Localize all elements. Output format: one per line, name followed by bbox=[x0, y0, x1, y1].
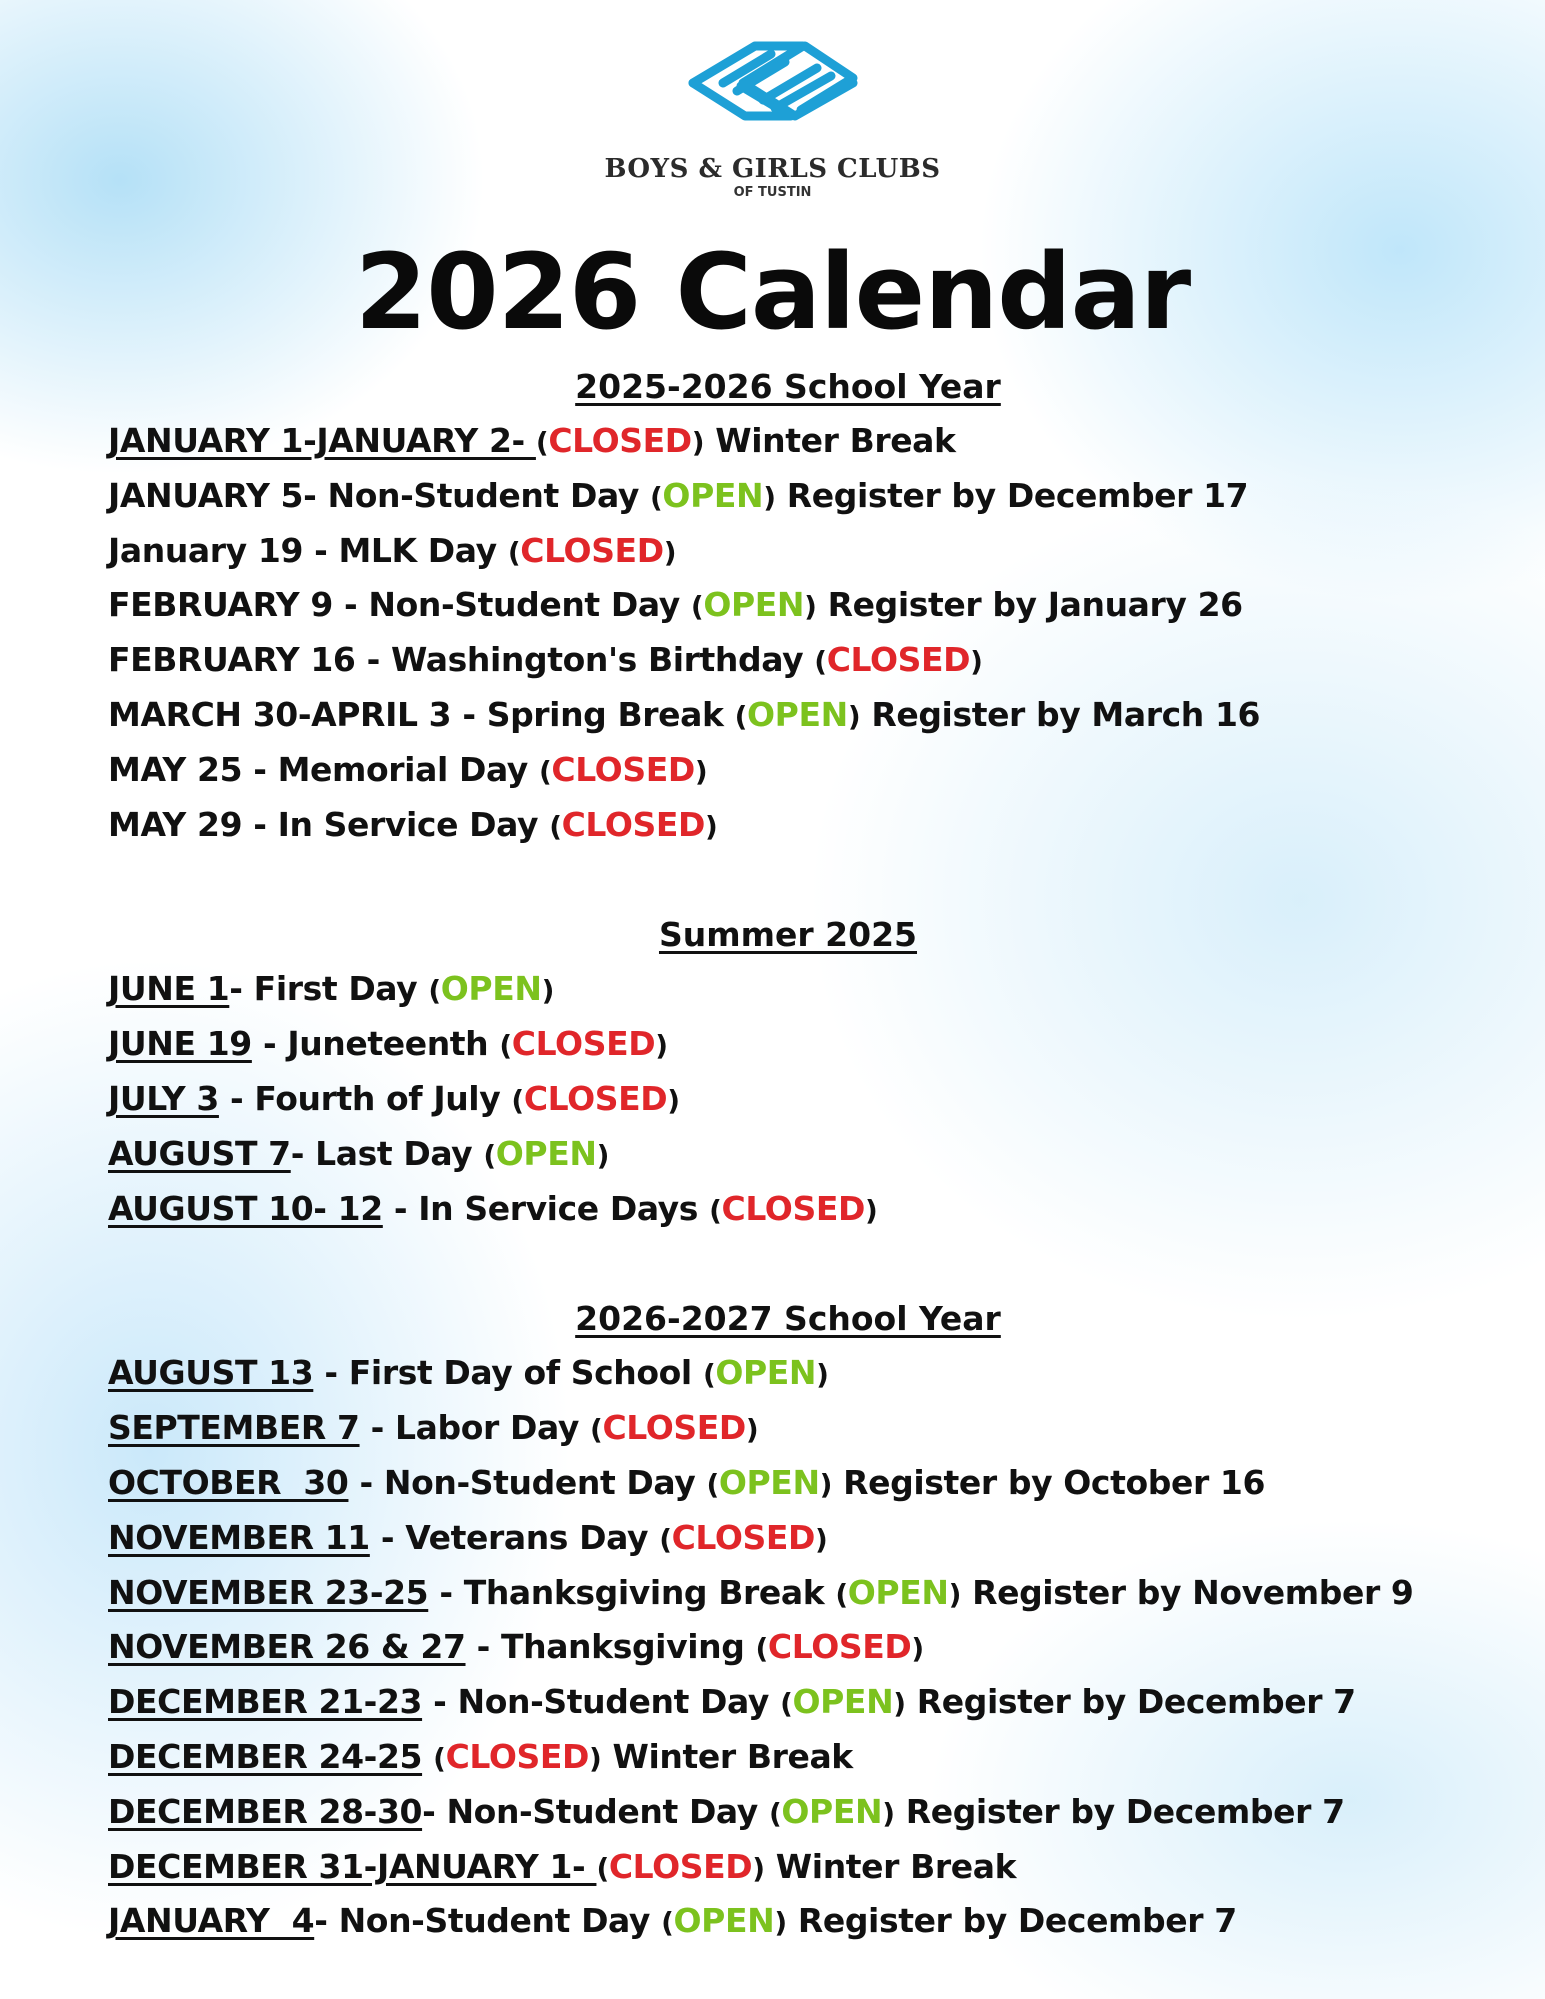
entry-date: JULY 3 bbox=[108, 1078, 219, 1118]
entry-note: Register by December 7 bbox=[905, 1682, 1356, 1722]
entry-date: AUGUST 10- 12 bbox=[108, 1188, 383, 1228]
entry-description: - Labor Day bbox=[359, 1408, 591, 1448]
entry-description: - Thanksgiving Break bbox=[428, 1572, 836, 1612]
entry-description: - Memorial Day bbox=[242, 749, 539, 789]
entry-date: MARCH 30-APRIL 3 bbox=[108, 694, 452, 734]
paren-open: ( bbox=[661, 1906, 674, 1940]
status-closed-badge: CLOSED bbox=[767, 1627, 912, 1667]
status-open-badge: OPEN bbox=[495, 1133, 597, 1173]
entry-note: Winter Break bbox=[704, 421, 956, 460]
calendar-entry bbox=[108, 798, 1528, 853]
calendar-entry bbox=[108, 1127, 1528, 1182]
status-open-badge: OPEN bbox=[662, 475, 764, 515]
section-heading: 2026-2027 School Year bbox=[575, 1299, 1001, 1339]
paren-close: ) bbox=[970, 645, 983, 679]
paren-close: ) bbox=[705, 809, 718, 843]
paren-close: ) bbox=[882, 1796, 895, 1830]
entry-date: FEBRUARY 16 bbox=[108, 640, 356, 680]
calendar-entry bbox=[108, 1620, 1528, 1675]
paren-open: ( bbox=[706, 1467, 719, 1501]
status-open-badge: OPEN bbox=[781, 1791, 883, 1831]
section-heading: 2025-2026 School Year bbox=[575, 367, 1001, 406]
entry-date: SEPTEMBER 7 bbox=[108, 1408, 360, 1448]
calendar-entry bbox=[108, 1675, 1528, 1730]
logo-name: BOYS & GIRLS CLUBS bbox=[604, 154, 941, 184]
paren-open: ( bbox=[650, 480, 663, 514]
entry-description bbox=[422, 1737, 433, 1776]
status-closed-badge: CLOSED bbox=[602, 1408, 746, 1448]
entry-description: - In Service Days bbox=[382, 1188, 710, 1228]
club-logo bbox=[0, 38, 1545, 200]
calendar-entry bbox=[108, 1785, 1528, 1840]
calendar-entry bbox=[108, 414, 1528, 469]
status-closed-badge: CLOSED bbox=[520, 530, 664, 570]
status-open-badge: OPEN bbox=[747, 694, 848, 734]
entry-note: Register by October 16 bbox=[832, 1462, 1266, 1502]
entry-note: Register by December 7 bbox=[894, 1791, 1345, 1831]
entry-date: MAY 25 bbox=[108, 749, 243, 789]
paren-open: ( bbox=[702, 1358, 716, 1392]
entry-date: JUNE 19 bbox=[108, 1024, 252, 1064]
calendar-entry bbox=[108, 1456, 1528, 1511]
paren-close: ) bbox=[815, 1522, 828, 1556]
entry-description: - Last Day bbox=[290, 1133, 484, 1173]
entry-note: Register by November 9 bbox=[960, 1572, 1414, 1612]
entry-date: NOVEMBER 23-25 bbox=[108, 1572, 429, 1612]
entry-date: FEBRUARY 9 bbox=[108, 585, 333, 625]
entry-date: JANUARY 1-JANUARY 2- bbox=[108, 421, 536, 460]
status-closed-badge: CLOSED bbox=[523, 1078, 668, 1118]
paren-open: ( bbox=[659, 1522, 672, 1556]
entry-note: Register by December 7 bbox=[786, 1901, 1237, 1941]
paren-open: ( bbox=[483, 1138, 496, 1172]
paren-open: ( bbox=[709, 1193, 722, 1227]
calendar-entry bbox=[108, 578, 1528, 633]
entry-date: MAY 29 bbox=[108, 804, 243, 844]
paren-close: ) bbox=[691, 426, 705, 459]
entry-note: Register by January 26 bbox=[816, 585, 1243, 625]
calendar-entry bbox=[108, 1401, 1528, 1456]
paren-open: ( bbox=[549, 809, 562, 843]
calendar-entry bbox=[108, 1840, 1528, 1895]
paren-open: ( bbox=[835, 1577, 848, 1611]
calendar-list bbox=[108, 360, 1528, 1949]
status-open-badge: OPEN bbox=[715, 1353, 817, 1393]
entry-date: AUGUST 13 bbox=[108, 1353, 314, 1393]
paren-close: ) bbox=[819, 1467, 833, 1501]
calendar-entry bbox=[108, 1511, 1528, 1566]
entry-date: JUNE 1 bbox=[108, 969, 230, 1009]
paren-open: ( bbox=[590, 1413, 603, 1447]
calendar-entry bbox=[108, 1182, 1528, 1237]
calendar-entry bbox=[108, 1730, 1528, 1785]
paren-open: ( bbox=[535, 426, 549, 459]
entry-date: DECEMBER 21-23 bbox=[108, 1682, 423, 1722]
clasped-hands-icon bbox=[683, 38, 863, 148]
entry-date: OCTOBER 30 bbox=[108, 1462, 349, 1502]
section-heading: Summer 2025 bbox=[658, 915, 918, 955]
paren-close: ) bbox=[655, 1029, 668, 1063]
entry-description: - Spring Break bbox=[451, 694, 735, 734]
entry-date: NOVEMBER 26 & 27 bbox=[108, 1627, 466, 1667]
entry-description: - First Day of School bbox=[313, 1353, 703, 1393]
entry-description: - Juneteenth bbox=[251, 1024, 500, 1064]
paren-close: ) bbox=[948, 1577, 961, 1611]
calendar-entry bbox=[108, 633, 1528, 688]
entry-description: - Non-Student Day bbox=[314, 1901, 662, 1941]
status-open-badge: OPEN bbox=[718, 1462, 820, 1502]
status-closed-badge: CLOSED bbox=[445, 1736, 590, 1776]
entry-note: Winter Break bbox=[601, 1736, 853, 1776]
paren-open: ( bbox=[596, 1851, 609, 1885]
section-spacer bbox=[108, 1236, 1528, 1292]
paren-close: ) bbox=[745, 1413, 759, 1447]
page-title: 2026 Calendar bbox=[354, 231, 1191, 353]
status-open-badge: OPEN bbox=[703, 585, 805, 625]
paren-close: ) bbox=[541, 974, 554, 1008]
status-closed-badge: CLOSED bbox=[671, 1517, 816, 1557]
entry-description: - Non-Student Day bbox=[348, 1462, 707, 1502]
paren-open: ( bbox=[690, 590, 704, 624]
status-closed-badge: CLOSED bbox=[826, 640, 971, 680]
entry-note: Register by March 16 bbox=[860, 694, 1261, 734]
paren-close: ) bbox=[847, 699, 861, 733]
paren-open: ( bbox=[507, 535, 521, 569]
calendar-entry bbox=[108, 1017, 1528, 1072]
status-closed-badge: CLOSED bbox=[608, 1846, 753, 1886]
calendar-entry bbox=[108, 1566, 1528, 1621]
entry-date: NOVEMBER 11 bbox=[108, 1517, 370, 1557]
paren-open: ( bbox=[755, 1632, 768, 1666]
calendar-entry bbox=[108, 469, 1528, 524]
status-closed-badge: CLOSED bbox=[561, 804, 706, 844]
entry-description: - Thanksgiving bbox=[465, 1627, 756, 1667]
paren-open: ( bbox=[768, 1796, 782, 1830]
entry-date: JANUARY 5 bbox=[108, 475, 304, 515]
paren-open: ( bbox=[433, 1741, 446, 1775]
status-closed-badge: CLOSED bbox=[721, 1188, 865, 1228]
status-closed-badge: CLOSED bbox=[548, 421, 692, 460]
paren-close: ) bbox=[816, 1358, 829, 1392]
paren-open: ( bbox=[511, 1083, 524, 1117]
paren-close: ) bbox=[596, 1138, 609, 1172]
paren-close: ) bbox=[763, 480, 776, 514]
status-open-badge: OPEN bbox=[673, 1901, 775, 1941]
paren-open: ( bbox=[780, 1687, 793, 1721]
logo-subtitle: OF TUSTIN bbox=[733, 185, 812, 200]
paren-open: ( bbox=[539, 754, 552, 788]
status-open-badge: OPEN bbox=[792, 1682, 894, 1722]
entry-description: - Fourth of July bbox=[218, 1078, 512, 1118]
status-closed-badge: CLOSED bbox=[551, 749, 695, 789]
calendar-entry bbox=[108, 688, 1528, 743]
paren-close: ) bbox=[667, 1083, 680, 1117]
entry-date: JANUARY 4 bbox=[108, 1901, 315, 1941]
entry-description: - Veterans Day bbox=[369, 1517, 660, 1557]
status-closed-badge: CLOSED bbox=[511, 1024, 656, 1064]
entry-description: - Non-Student Day bbox=[422, 1682, 781, 1722]
calendar-entry bbox=[108, 1894, 1528, 1949]
entry-description: - MLK Day bbox=[303, 530, 508, 570]
section-spacer bbox=[108, 852, 1528, 908]
calendar-entry bbox=[108, 743, 1528, 798]
entry-date: DECEMBER 24-25 bbox=[108, 1736, 423, 1776]
entry-date: DECEMBER 28-30 bbox=[108, 1791, 423, 1831]
paren-open: ( bbox=[814, 645, 827, 679]
calendar-entry bbox=[108, 962, 1528, 1017]
entry-note: Register by December 17 bbox=[775, 475, 1249, 515]
entry-description: - Non-Student Day bbox=[303, 475, 651, 515]
paren-close: ) bbox=[804, 590, 817, 624]
paren-close: ) bbox=[911, 1632, 924, 1666]
entry-date: DECEMBER 31-JANUARY 1- bbox=[108, 1846, 597, 1886]
paren-open: ( bbox=[428, 974, 441, 1008]
paren-close: ) bbox=[589, 1741, 602, 1775]
entry-description: - First Day bbox=[229, 969, 429, 1009]
paren-close: ) bbox=[864, 1193, 878, 1227]
calendar-entry bbox=[108, 524, 1528, 579]
calendar-entry bbox=[108, 1346, 1528, 1401]
paren-open: ( bbox=[499, 1029, 512, 1063]
paren-open: ( bbox=[734, 699, 748, 733]
paren-close: ) bbox=[893, 1687, 906, 1721]
paren-close: ) bbox=[774, 1906, 787, 1940]
status-open-badge: OPEN bbox=[847, 1572, 949, 1612]
paren-close: ) bbox=[752, 1851, 765, 1885]
paren-close: ) bbox=[694, 754, 708, 788]
entry-date: January 19 bbox=[108, 530, 303, 570]
paren-close: ) bbox=[663, 535, 677, 569]
entry-description: - In Service Day bbox=[242, 804, 550, 844]
calendar-entry bbox=[108, 1072, 1528, 1127]
entry-description: - Non-Student Day bbox=[422, 1791, 769, 1831]
entry-date: AUGUST 7 bbox=[108, 1133, 291, 1173]
status-open-badge: OPEN bbox=[440, 969, 542, 1009]
entry-description: - Washington's Birthday bbox=[355, 640, 815, 680]
entry-description: - Non-Student Day bbox=[332, 585, 691, 625]
entry-note: Winter Break bbox=[764, 1846, 1017, 1886]
